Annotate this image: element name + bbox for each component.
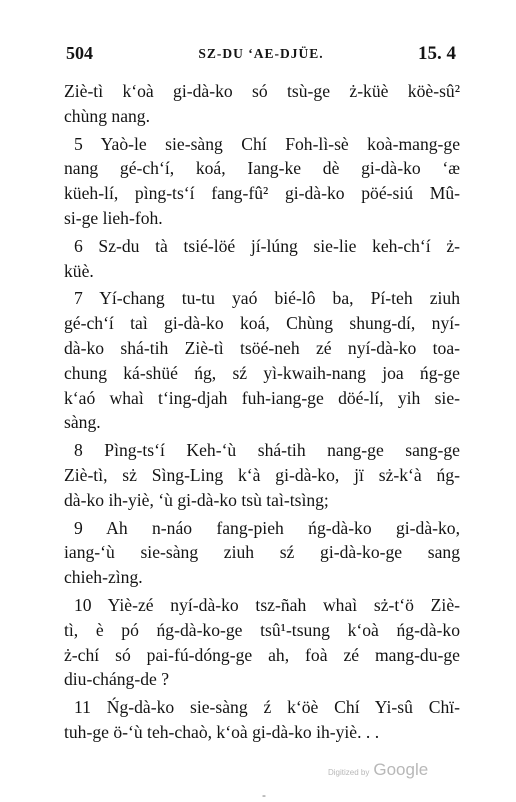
text-line: gé-ch‘í taì gi-dà-ko koá, Chùng shung-dí, nyí- [64, 313, 460, 334]
verse-8-line: 8 Pìng-ts‘í Keh-‘ù shá-tih nang-ge sang-ge [74, 440, 460, 461]
chapter-verse-reference: 15. 4 [418, 43, 456, 64]
running-header [66, 43, 456, 67]
verse-10-line: 10 Yiè-zé nyí-dà-ko tsz-ñah whaì sż-t‘ö Ziè- [74, 594, 460, 615]
verse-9-line: 9 Ah n-náo fang-pieh ńg-dà-ko gi-dà-ko, [74, 517, 460, 538]
text-line: Ziè-tì, sż Sìng-Ling k‘à gi-dà-ko, jï sż-k‘à ńg- [64, 464, 460, 485]
text-line: chung ká-shüé ńg, sź yì-kwaih-nang joa ńg-ge [64, 362, 460, 383]
text-line: chieh-zìng. [64, 567, 143, 588]
verse-7-line: 7 Yí-chang tu-tu yaó bié-lô ba, Pí-teh ziuh [74, 288, 460, 309]
footer-mark: - [262, 788, 266, 802]
digitization-watermark [328, 760, 428, 780]
text-line: Ziè-tì k‘oà gi-dà-ko só tsù-ge ż-küè köè-sû² [64, 81, 460, 101]
watermark-prefix: Digitized by [328, 768, 370, 777]
running-title: SZ-DU ‘AE-DJÜE. [198, 46, 324, 61]
google-logo: Google [373, 760, 429, 779]
verse-5-line: 5 Yaò-le sie-sàng Chí Foh-lì-sè koà-mang-ge [74, 133, 460, 154]
verse-11-line: 11 Ńg-dà-ko sie-sàng ź k‘öè Chí Yi-sû Chï- [74, 697, 460, 718]
text-body [64, 79, 460, 745]
text-line: ż-chí só pai-fú-dóng-ge ah, foà zé mang-du-ge [64, 644, 460, 665]
text-line: küè. [64, 260, 94, 281]
text-line: dà-ko ih-yiè, ‘ù gi-dà-ko tsù taì-tsìng; [64, 489, 329, 510]
text-line: küeh-lí, pìng-ts‘í fang-fû² gi-dà-ko pöé-siú Mû- [64, 183, 460, 204]
text-line: chùng nang. [64, 105, 150, 126]
verse-6-line: 6 Sz-du tà tsié-löé jí-lúng sie-lie keh-ch‘í ż- [74, 235, 460, 256]
text-line: sàng. [64, 412, 101, 433]
text-line: diu-cháng-de ? [64, 669, 170, 690]
text-line: tuh-ge ö-‘ù teh-chaò, k‘oà gi-dà-ko ih-yiè. . . [64, 721, 380, 742]
text-line: nang gé-ch‘í, koá, Iang-ke dè gi-dà-ko ‘æ [64, 158, 460, 179]
text-line: tì, è pó ńg-dà-ko-ge tsû¹-tsung k‘oà ńg-dà-ko [64, 619, 460, 640]
page-number: 504 [66, 43, 93, 63]
text-line: iang-‘ù sie-sàng ziuh sź gi-dà-ko-ge sang [64, 542, 460, 563]
text-line: si-ge lieh-foh. [64, 207, 163, 228]
text-line: dà-ko shá-tih Ziè-tì tsöé-neh zé nyí-dà-ko toa- [64, 337, 460, 358]
text-line: k‘aó whaì t‘ing-djah fuh-iang-ge döé-lí, yih sie- [64, 387, 460, 408]
